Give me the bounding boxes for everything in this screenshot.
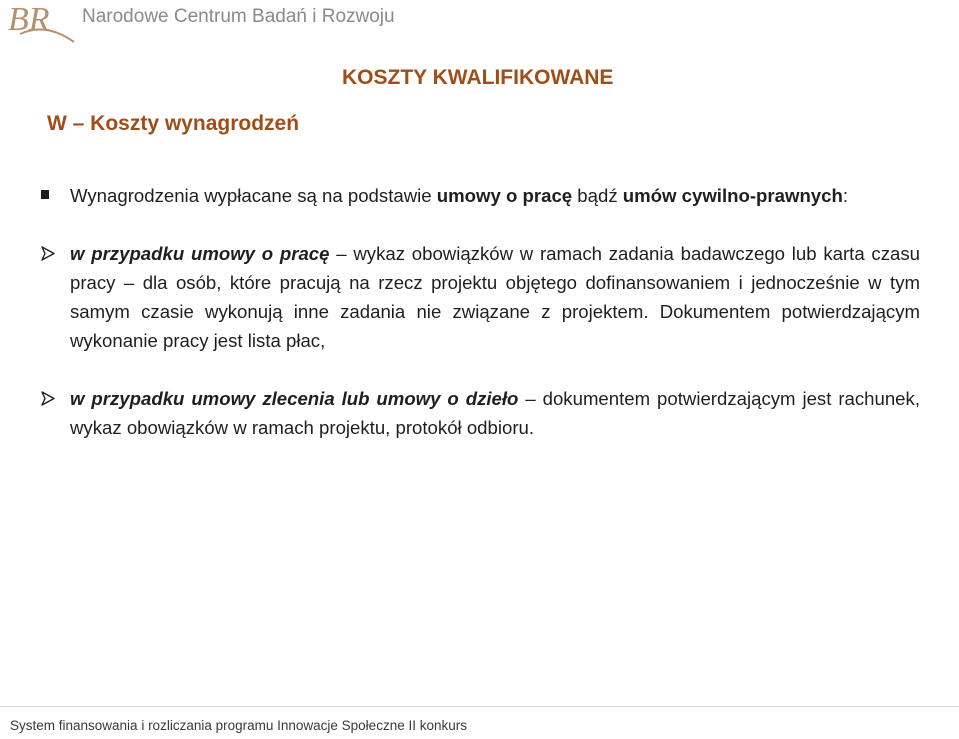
square-bullet-icon — [40, 181, 60, 210]
footer-text: System finansowania i rozliczania programu Innowacje Społeczne II konkurs — [10, 718, 467, 733]
footer-divider — [0, 706, 959, 707]
list-item — [40, 181, 920, 210]
item-text: – dokumentem potwierdzającym jest rachunek, wykaz obowiązków w ramach projektu, protokół odbioru. — [70, 388, 920, 438]
logo-text: BR — [8, 1, 50, 38]
ncbr-logo — [6, 0, 76, 44]
item-bold: umowy o pracę — [436, 185, 573, 206]
item-bold: umów cywilno-prawnych — [622, 185, 843, 206]
list-item — [40, 239, 920, 355]
arrow-bullet-icon — [40, 384, 60, 413]
item-emphasis: w przypadku umowy o pracę — [70, 243, 330, 264]
organization-name: Narodowe Centrum Badań i Rozwoju — [82, 6, 395, 27]
content — [40, 181, 920, 442]
item-text: Wynagrodzenia wypłacane są na podstawie — [70, 185, 437, 206]
item-text: bądź — [572, 185, 623, 206]
item-text: : — [842, 185, 849, 206]
page-title: KOSZTY KWALIFIKOWANE — [342, 66, 614, 89]
ncbr-logo-mark — [6, 0, 76, 44]
item-emphasis: w przypadku umowy zlecenia lub umowy o dzieło — [70, 388, 519, 409]
list-item — [40, 384, 920, 442]
item-text: – wykaz obowiązków w ramach zadania badawczego lub karta czasu pracy – dla osób, które pracują na rzecz projektu objętego dofinansowaniem i jednocześnie w tym samym czasie wykonują inne zadania nie związane z projektem. Dokumentem potwierdzającym wykonanie pracy jest lista płac, — [70, 243, 921, 351]
arrow-bullet-icon — [40, 239, 60, 268]
section-title: W – Koszty wynagrodzeń — [47, 112, 300, 135]
